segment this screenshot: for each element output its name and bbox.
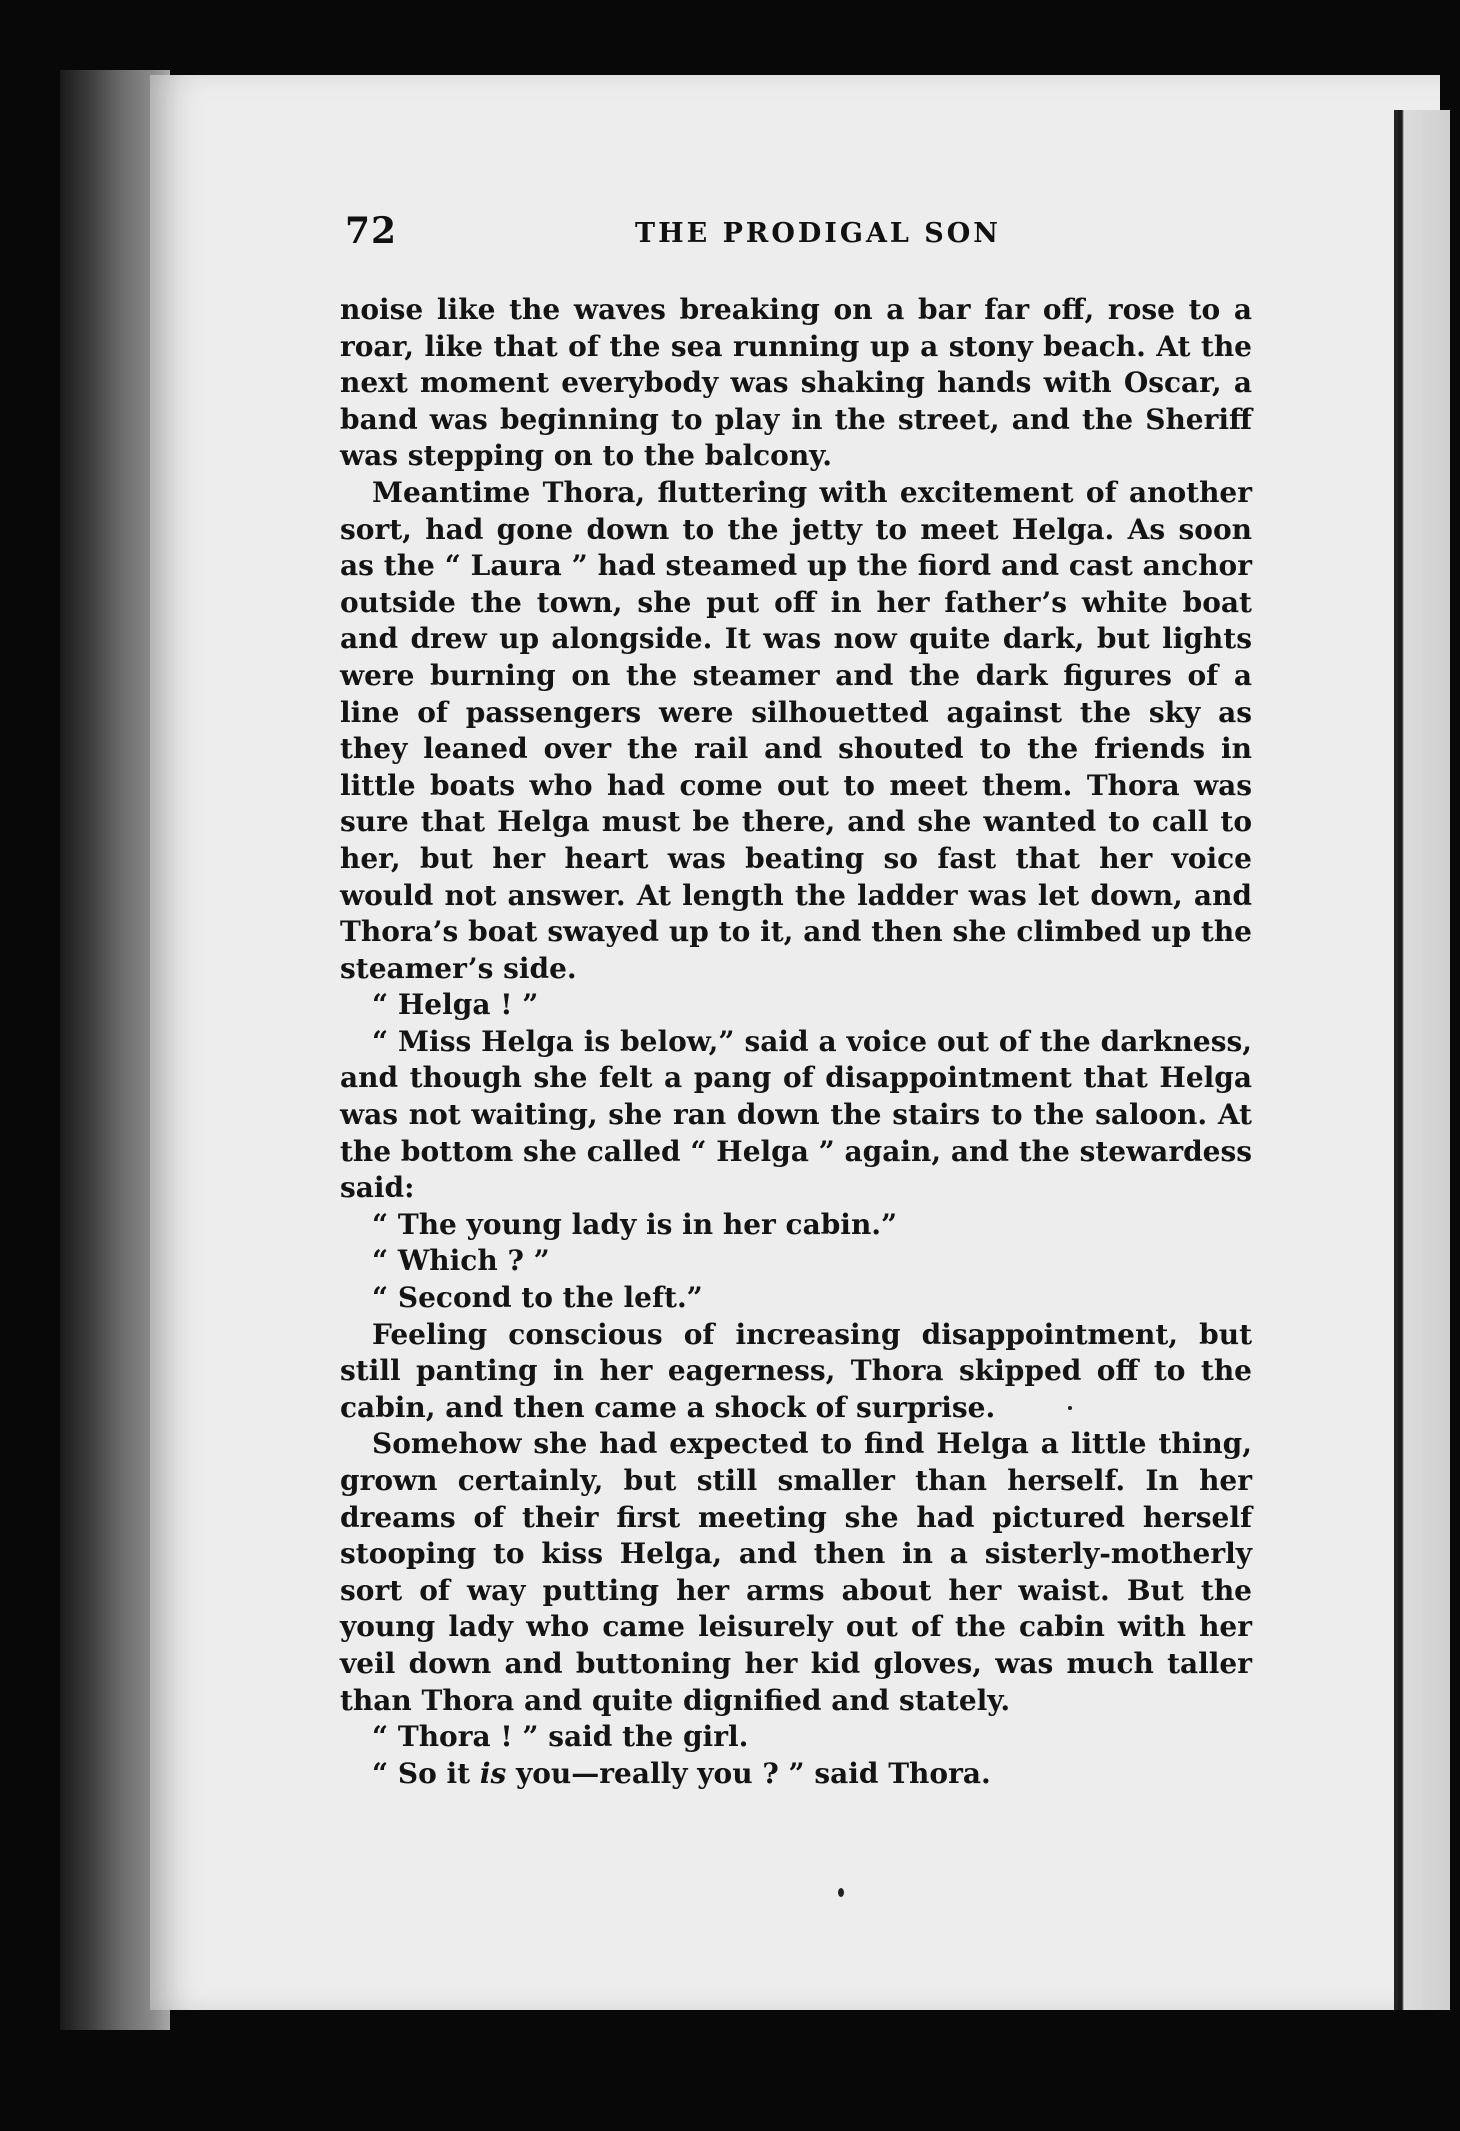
dialogue-line: “ Helga ! ” (372, 988, 539, 1022)
dialogue-line: “ The young lady is in her cabin.” (372, 1207, 898, 1241)
body-text (340, 292, 1252, 1792)
running-title: THE PRODIGAL SON (635, 218, 1001, 249)
dialogue-line: “ Thora ! ” said the girl. (372, 1720, 749, 1754)
last-line-suffix: you—really you ? ” said Thora. (506, 1756, 991, 1790)
last-line-prefix: “ So it (372, 1756, 480, 1790)
paragraph: Feeling conscious of increasing disappointment, but still panting in her eagerness, Thora skipped off to the cabin, and then came a shock of surprise. (340, 1317, 1252, 1424)
dialogue-line (340, 1756, 1252, 1793)
paragraph: noise like the waves breaking on a bar far off, rose to a roar, like that of the sea running up a stony beach. At the next moment everybody was shaking hands with Oscar, a band was beginning to play in the street, and the Sheriff was stepping on to the balcony. (340, 293, 1252, 473)
dialogue-line: “ Which ? ” (372, 1244, 550, 1278)
dialogue-line: “ Second to the left.” (372, 1281, 703, 1315)
print-speck (1068, 1406, 1072, 1410)
paragraph: Meantime Thora, fluttering with excitement of another sort, had gone down to the jetty to meet Helga. As soon as the “ Laura ” had steamed up the fiord and cast anchor outside the town, she put off in her father’s white boat and drew up alongside. It was now quite dark, but lights were burning on the steamer and the dark figures of a line of passengers were silhouetted against the sky as they leaned over the rail and shouted to the friends in little boats who had come out to meet them. Thora was sure that Helga must be there, and she wanted to call to her, but her heart was beating so fast that her voice would not answer. At length the ladder was let down, and Thora’s boat swayed up to it, and then she climbed up the steamer’s side. (340, 475, 1252, 985)
print-speck (838, 1888, 844, 1897)
paragraph: “ Miss Helga is below,” said a voice out of the darkness, and though she felt a pang of disappointment that Helga was not waiting, she ran down the stairs to the saloon. At the bottom she called “ Helga ” again, and the stewardess said: (340, 1024, 1252, 1205)
next-page-edge (1398, 110, 1450, 2010)
paragraph: Somehow she had expected to find Helga a little thing, grown certainly, but still smaller than herself. In her dreams of their first meeting she had pictured herself stooping to kiss Helga, and then in a sisterly-motherly sort of way putting her arms about her waist. But the young lady who came leisurely out of the cabin with her veil down and buttoning her kid gloves, was much taller than Thora and quite dignified and stately. (340, 1427, 1252, 1717)
emphasis-word: is (479, 1756, 507, 1790)
running-head (345, 210, 1345, 270)
page-number: 72 (345, 210, 398, 252)
